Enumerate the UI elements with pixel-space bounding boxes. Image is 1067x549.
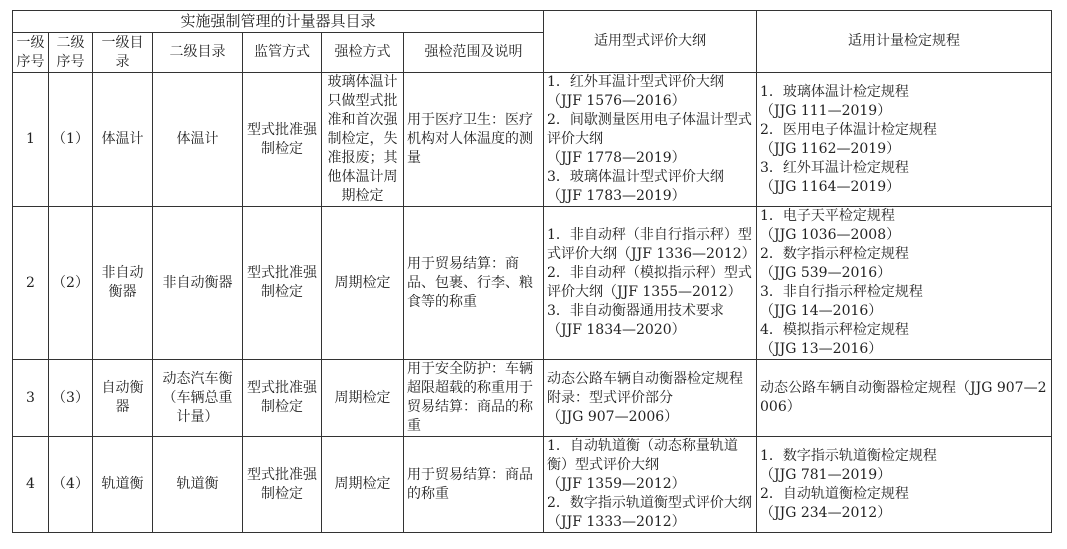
- verification-regulation-cell: [757, 73, 1052, 207]
- table-row: [13, 207, 1052, 360]
- scope-description-cell: 用于贸易结算：商品、包裹、行李、粮食等的称重: [404, 207, 544, 360]
- list-line: 2．间歇测量医用电子体温计型式评价大纲: [547, 112, 752, 147]
- list-line: （JJG 234—2012）: [760, 504, 892, 521]
- inspection-method-cell: 周期检定: [322, 207, 404, 360]
- list-line: （JJF 1834—2020）: [547, 322, 686, 338]
- l1-category-cell: 轨道衡: [93, 437, 153, 533]
- inspection-method-cell: 周期检定: [322, 360, 404, 437]
- list-line: 动态公路车辆自动衡器检定规程 附录：型式评价部分: [547, 370, 757, 406]
- list-line: 1．玻璃体温计检定规程: [760, 83, 909, 100]
- inspection-method-cell: 玻璃体温计只做型式批准和首次强制检定，失准报废；其他体温计周期检定: [322, 73, 404, 207]
- verification-regulation-cell: [757, 437, 1052, 533]
- table-row: [13, 437, 1052, 533]
- header-supervision: 监管方式: [243, 33, 322, 73]
- header-l2-cat: 二级目录: [153, 33, 243, 73]
- list-line: 2．非自动秤（模拟指示秤）型式评价大纲（JJF 1355—2012）: [547, 265, 752, 300]
- list-line: （JJG 1164—2019）: [760, 178, 901, 195]
- scope-description-cell: 用于贸易结算：商品的称重: [404, 437, 544, 533]
- list-line: 1．电子天平检定规程: [760, 208, 895, 224]
- supervision-method-cell: 型式批准强制检定: [243, 73, 322, 207]
- evaluation-outline-cell: [544, 73, 757, 207]
- l2-category-cell: 体温计: [153, 73, 243, 207]
- l1-no-cell: 4: [13, 437, 49, 533]
- l2-category-cell: 轨道衡: [153, 437, 243, 533]
- list-line: （JJF 1783—2019）: [547, 188, 686, 204]
- list-line: （JJG 1162—2019）: [760, 140, 901, 157]
- list-line: 动态公路车辆自动衡器检定规程（JJG 907—2006）: [760, 380, 1047, 415]
- list-line: （JJF 1778—2019）: [547, 150, 686, 166]
- list-line: 2．医用电子体温计检定规程: [760, 121, 937, 138]
- list-line: （JJG 111—2019）: [760, 102, 892, 119]
- list-line: 2．数字指示轨道衡型式评价大纲（JJF 1333—2012）: [547, 495, 752, 530]
- header-scope: 强检范围及说明: [404, 33, 544, 73]
- l1-no-cell: 3: [13, 360, 49, 437]
- l2-no-cell: （2）: [49, 207, 93, 360]
- header-l2-no: 二级序号: [49, 33, 93, 73]
- list-line: 3．非自行指示秤检定规程: [760, 284, 923, 300]
- supervision-method-cell: 型式批准强制检定: [243, 207, 322, 360]
- list-line: （JJF 1576—2016）: [547, 93, 686, 109]
- list-line: 2．自动轨道衡检定规程: [760, 485, 909, 502]
- scope-description-cell: 用于医疗卫生：医疗机构对人体温度的测量: [404, 73, 544, 207]
- list-line: （JJG 781—2019）: [760, 466, 892, 483]
- list-line: 1．非自动秤（非自行指示秤）型式评价大纲（JJF 1336—2012）: [547, 227, 756, 262]
- header-eval: 适用型式评价大纲: [544, 11, 757, 73]
- list-line: 3．玻璃体温计型式评价大纲: [547, 169, 724, 185]
- list-line: 1．自动轨道衡（动态称量轨道衡）型式评价大纲: [547, 438, 738, 473]
- table-row: [13, 360, 1052, 437]
- list-line: （JJG 14—2016）: [760, 303, 883, 319]
- supervision-method-cell: 型式批准强制检定: [243, 437, 322, 533]
- supervision-method-cell: 型式批准强制检定: [243, 360, 322, 437]
- header-regs: 适用计量检定规程: [757, 11, 1052, 73]
- l2-category-cell: 动态汽车衡（车辆总重计量）: [153, 360, 243, 437]
- list-line: （JJF 1359—2012）: [547, 476, 686, 492]
- l1-category-cell: 体温计: [93, 73, 153, 207]
- l1-category-cell: 非自动衡器: [93, 207, 153, 360]
- l1-no-cell: 2: [13, 207, 49, 360]
- header-inspection: 强检方式: [322, 33, 404, 73]
- evaluation-outline-cell: [544, 360, 757, 437]
- table-title: 实施强制管理的计量器具目录: [13, 11, 544, 33]
- l2-no-cell: （3）: [49, 360, 93, 437]
- inspection-method-cell: 周期检定: [322, 437, 404, 533]
- l1-no-cell: 1: [13, 73, 49, 207]
- list-line: （JJG 13—2016）: [760, 341, 883, 357]
- table-row: [13, 73, 1052, 207]
- verification-regulation-cell: [757, 207, 1052, 360]
- list-line: 3．红外耳温计检定规程: [760, 159, 909, 176]
- list-line: （JJG 539—2016）: [760, 265, 892, 281]
- list-line: （JJG 1036—2008）: [760, 227, 901, 243]
- l2-no-cell: （1）: [49, 73, 93, 207]
- l2-no-cell: （4）: [49, 437, 93, 533]
- header-l1-no: 一级序号: [13, 33, 49, 73]
- header-l1-cat: 一级目录: [93, 33, 153, 73]
- metrology-instruments-table: [12, 10, 1052, 533]
- scope-description-cell: 用于安全防护：车辆超限超载的称重用于贸易结算：商品的称重: [404, 360, 544, 437]
- verification-regulation-cell: [757, 360, 1052, 437]
- evaluation-outline-cell: [544, 207, 757, 360]
- l1-category-cell: 自动衡器: [93, 360, 153, 437]
- l2-category-cell: 非自动衡器: [153, 207, 243, 360]
- list-line: 2．数字指示秤检定规程: [760, 246, 909, 262]
- list-line: 4．模拟指示秤检定规程: [760, 322, 909, 338]
- list-line: 1．红外耳温计型式评价大纲: [547, 74, 724, 90]
- list-line: 1．数字指示轨道衡检定规程: [760, 447, 937, 464]
- evaluation-outline-cell: [544, 437, 757, 533]
- list-line: 3．非自动衡器通用技术要求: [547, 303, 724, 319]
- list-line: （JJG 907—2006）: [547, 408, 679, 425]
